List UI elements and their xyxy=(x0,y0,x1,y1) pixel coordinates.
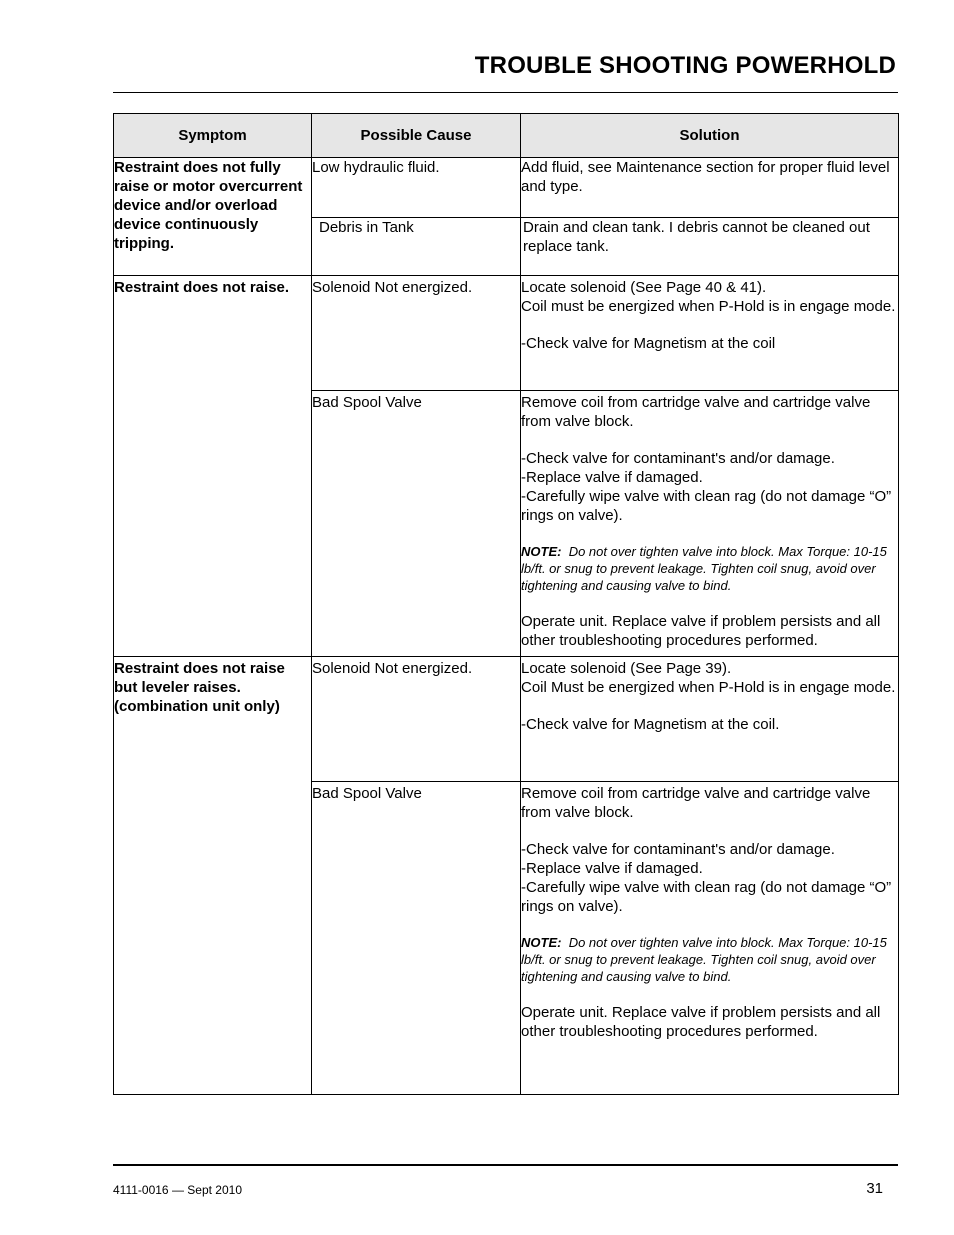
column-header-symptom: Symptom xyxy=(114,114,312,158)
table-row xyxy=(114,657,899,782)
symptom-cell: Restraint does not raise. xyxy=(114,276,312,657)
solution-text: Operate unit. Replace valve if problem persists and all other troubleshooting procedures performed. xyxy=(521,613,881,649)
symptom-cell: Restraint does not fully raise or motor overcurrent device and/or overload device continuously tripping. xyxy=(114,158,312,276)
solution-cell xyxy=(521,657,899,782)
solution-cell xyxy=(521,276,899,391)
document-id: 4111-0016 — Sept 2010 xyxy=(113,1183,242,1197)
table-row xyxy=(114,276,899,391)
page-title: TROUBLE SHOOTING POWERHOLD xyxy=(474,52,896,79)
note-label: NOTE: xyxy=(521,544,562,559)
solution-text: Add fluid, see Maintenance section for proper fluid level and type. xyxy=(521,159,890,195)
symptom-cell: Restraint does not raise but leveler raises. (combination unit only) xyxy=(114,657,312,1095)
cause-cell: Debris in Tank xyxy=(312,218,521,276)
cause-cell: Solenoid Not energized. xyxy=(312,276,521,391)
solution-text: -Check valve for contaminant's and/or damage. xyxy=(521,450,835,467)
solution-text: Remove coil from cartridge valve and cartridge valve from valve block. xyxy=(521,394,871,430)
solution-cell xyxy=(521,218,899,276)
solution-text: -Carefully wipe valve with clean rag (do not damage “O” rings on valve). xyxy=(521,488,892,524)
table-row xyxy=(114,158,899,218)
column-header-possible-cause: Possible Cause xyxy=(312,114,521,158)
solution-text: Remove coil from cartridge valve and cartridge valve from valve block. xyxy=(521,785,871,821)
solution-text: Coil must be energized when P-Hold is in engage mode. xyxy=(521,298,896,315)
solution-text: -Check valve for contaminant's and/or damage. xyxy=(521,841,835,858)
cause-cell: Low hydraulic fluid. xyxy=(312,158,521,218)
cause-cell: Bad Spool Valve xyxy=(312,782,521,1095)
solution-text: -Carefully wipe valve with clean rag (do not damage “O” rings on valve). xyxy=(521,879,892,915)
header-rule xyxy=(113,92,898,93)
solution-cell xyxy=(521,782,899,1095)
page-number: 31 xyxy=(866,1180,883,1197)
cause-cell: Bad Spool Valve xyxy=(312,391,521,657)
note-body: Do not over tighten valve into block. Max Torque: 10-15 lb/ft. or snug to prevent leakage. Tighten coil snug, avoid over tightening and causing valve to bind. xyxy=(521,544,887,593)
note-body: Do not over tighten valve into block. Max Torque: 10-15 lb/ft. or snug to prevent leakage. Tighten coil snug, avoid over tightening and causing valve to bind. xyxy=(521,935,887,984)
solution-text: -Replace valve if damaged. xyxy=(521,860,703,877)
solution-text: -Check valve for Magnetism at the coil xyxy=(521,335,776,352)
troubleshooting-table xyxy=(113,113,899,1095)
note-text xyxy=(521,543,898,594)
solution-cell xyxy=(521,158,899,218)
table-header-row xyxy=(114,114,899,158)
note-label: NOTE: xyxy=(521,935,562,950)
solution-text: -Check valve for Magnetism at the coil. xyxy=(521,716,780,733)
solution-text: Coil Must be energized when P-Hold is in engage mode. xyxy=(521,679,896,696)
solution-text: Operate unit. Replace valve if problem persists and all other troubleshooting procedures performed. xyxy=(521,1004,881,1040)
column-header-solution: Solution xyxy=(521,114,899,158)
solution-text: -Replace valve if damaged. xyxy=(521,469,703,486)
cause-cell: Solenoid Not energized. xyxy=(312,657,521,782)
footer-rule xyxy=(113,1164,898,1166)
solution-cell xyxy=(521,391,899,657)
solution-text: Locate solenoid (See Page 39). xyxy=(521,660,732,677)
note-text xyxy=(521,934,898,985)
solution-text: Drain and clean tank. I debris cannot be cleaned out replace tank. xyxy=(523,219,870,255)
solution-text: Locate solenoid (See Page 40 & 41). xyxy=(521,279,767,296)
